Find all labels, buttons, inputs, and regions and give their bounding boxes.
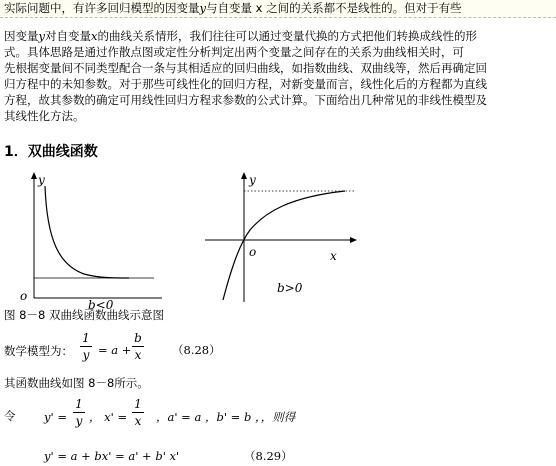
figure-right-plot	[205, 172, 365, 307]
fraction-1-over-x: 1 x	[132, 397, 144, 428]
y-label: y	[249, 173, 256, 187]
intro-line-2: 因变量y对自变量x的曲线关系情形，我们往往可以通过变量代换的方式把他们转换成线性的形	[4, 29, 477, 43]
fraction-b-over-x: b x	[132, 331, 144, 362]
curve-text: 其函数曲线如图 8－8所示。	[4, 376, 149, 390]
xprime-eq: ， x' =	[89, 410, 128, 424]
intro-line-6: 方程，故其参数的确定可用线性回归方程求参数的公式计算。下面给出几种常见的非线性模型及	[4, 93, 487, 107]
b-label: b<0	[88, 298, 114, 310]
origin-label: o	[20, 289, 28, 303]
yprime-eq: y' =	[44, 410, 67, 424]
fraction-1-over-y: 1 y	[80, 331, 92, 362]
y-label: y	[38, 173, 45, 187]
intro-line-3: 式。具体思路是通过作散点图或定性分析判定出两个变量之间存在的关系为曲线相关时，可	[4, 45, 464, 59]
figure-left-plot	[14, 170, 164, 310]
b-label: b>0	[277, 281, 303, 295]
aprime-bprime-text: ，a' = a ，b' = b ，，则得	[156, 410, 296, 424]
equation-middle: = a +	[98, 343, 132, 357]
intro-line-5: 归方程中的未知参数。对于那些可线性化的回归方程，对新变量而言，线性化后的方程都为直线	[4, 77, 487, 91]
final-equation: y' = a + bx' = a' + b' x'	[44, 449, 180, 463]
hyperbola-curve	[45, 186, 129, 278]
model-label: 数学模型为：	[4, 344, 73, 358]
ling-text: 令	[4, 409, 16, 423]
x-axis-arrow-icon	[350, 237, 357, 243]
y-axis-arrow-icon	[31, 172, 37, 179]
y-axis-arrow-icon	[241, 172, 247, 179]
fraction-1-over-y-2: 1 y	[73, 397, 85, 428]
section-heading: 1．双曲线函数	[4, 144, 98, 160]
equation-number-2: （8.29）	[244, 449, 293, 463]
figure-caption: 图 8－8 双曲线函数曲线示意图	[4, 308, 164, 322]
equation-number: （8.28）	[172, 343, 221, 357]
intro-line-1: 实际问题中，有许多回归模型的因变量y与自变量 x 之间的关系都不是线性的。但对于有些	[4, 1, 462, 15]
intro-line-7: 其线性化方法。	[4, 109, 85, 123]
intro-line-4: 先根据变量间不同类型配合一条与其相适应的回归曲线，如指数曲线、双曲线等，然后再确定回	[4, 61, 487, 75]
x-label: x	[330, 249, 337, 263]
origin-label: o	[249, 245, 257, 259]
